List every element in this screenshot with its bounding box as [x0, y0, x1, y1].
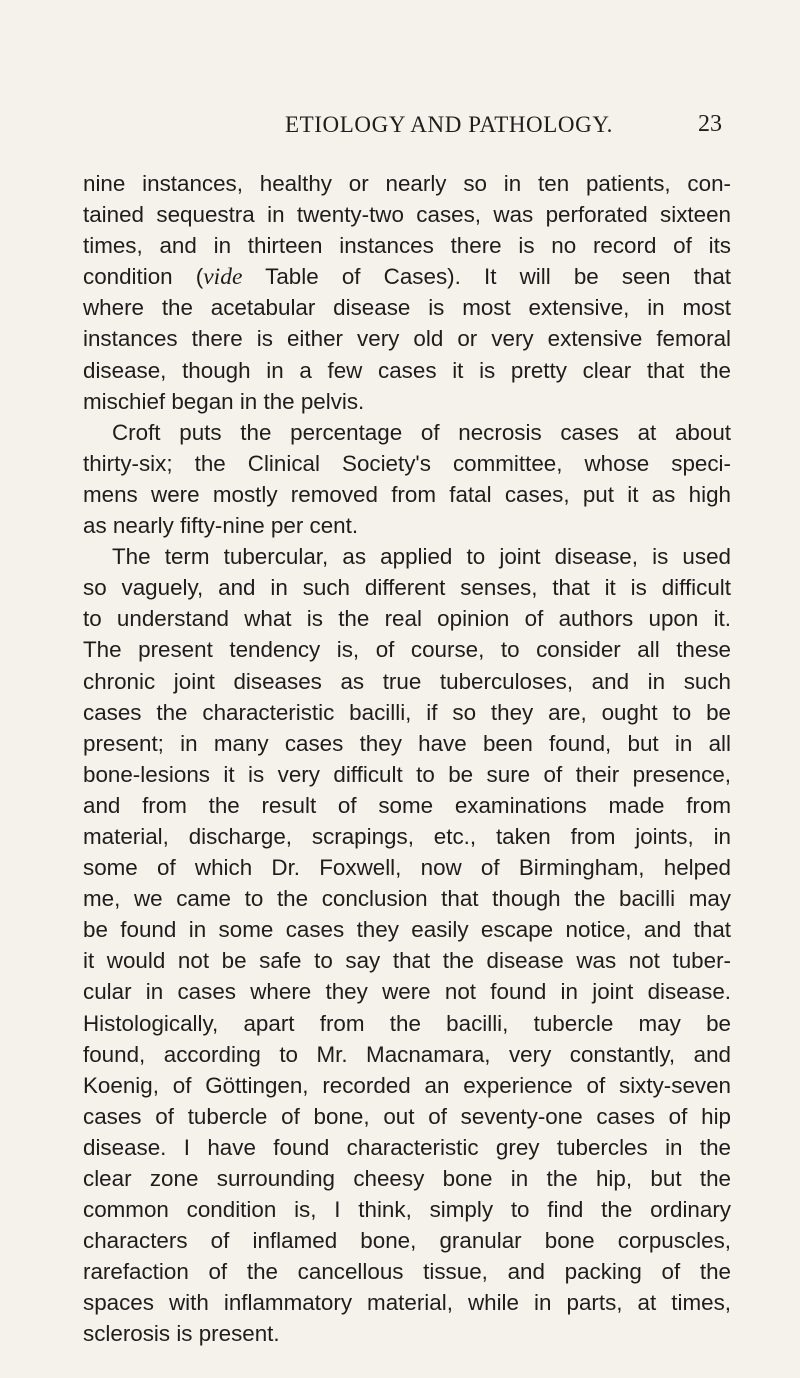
text-line: cular in cases where they were not found in joint disease. — [83, 979, 731, 1005]
text-line: characters of inflamed bone, granular bone corpuscles, — [83, 1228, 731, 1254]
text-line: disease, though in a few cases it is pretty clear that the — [83, 357, 731, 383]
text-line: it would not be safe to say that the disease was not tuber- — [83, 948, 731, 974]
text-line: disease. I have found characteristic grey tubercles in the — [83, 1134, 731, 1160]
text-line: present; in many cases they have been found, but in all — [83, 730, 731, 756]
text-line: chronic joint diseases as true tuberculoses, and in such — [83, 668, 731, 694]
text-line: where the acetabular disease is most extensive, in most — [83, 295, 731, 321]
text-line: to understand what is the real opinion of authors upon it. — [83, 606, 731, 632]
text-line: be found in some cases they easily escape notice, and that — [83, 917, 731, 943]
text-line: and from the result of some examinations made from — [83, 792, 731, 818]
paragraph-start-line: The term tubercular, as applied to joint disease, is used — [112, 544, 731, 570]
text-line: mens were mostly removed from fatal cases, put it as high — [83, 481, 731, 507]
text-segment: Table of Cases). It will be seen that — [242, 264, 731, 290]
text-line: nine instances, healthy or nearly so in ten patients, con- — [83, 171, 731, 196]
body-text — [83, 168, 731, 1350]
text-line — [83, 261, 731, 292]
text-line: rarefaction of the cancellous tissue, and packing of the — [83, 1259, 731, 1285]
text-line: The present tendency is, of course, to consider all these — [83, 637, 731, 663]
text-line: cases the characteristic bacilli, if so they are, ought to be — [83, 699, 731, 725]
text-line: instances there is either very old or very extensive femoral — [83, 326, 731, 352]
running-title: ETIOLOGY AND PATHOLOGY. — [285, 112, 613, 137]
text-line: spaces with inflammatory material, while in parts, at times, — [83, 1290, 731, 1316]
text-segment: condition ( — [83, 264, 204, 290]
text-line: some of which Dr. Foxwell, now of Birmingham, helped — [83, 855, 731, 881]
paragraph-end-line: as nearly fifty-nine per cent. — [83, 513, 359, 539]
text-line: tained sequestra in twenty-two cases, was perforated sixteen — [83, 202, 731, 228]
text-line: thirty-six; the Clinical Society's committee, whose speci- — [83, 450, 731, 476]
text-line: Histologically, apart from the bacilli, tubercle may be — [83, 1010, 731, 1036]
italic-vide: vide — [203, 264, 243, 291]
running-head — [285, 112, 725, 148]
text-line: Koenig, of Göttingen, recorded an experience of sixty-seven — [83, 1072, 731, 1098]
text-line: common condition is, I think, simply to find the ordinary — [83, 1197, 731, 1223]
text-line: me, we came to the conclusion that though the bacilli may — [83, 886, 731, 912]
text-line: clear zone surrounding cheesy bone in the hip, but the — [83, 1166, 731, 1191]
page-number: 23 — [698, 111, 722, 137]
paragraph-start-line: Croft puts the percentage of necrosis cases at about — [112, 419, 731, 445]
text-line: cases of tubercle of bone, out of seventy-one cases of hip — [83, 1103, 731, 1129]
text-line: times, and in thirteen instances there is no record of its — [83, 233, 731, 259]
text-line: found, according to Mr. Macnamara, very constantly, and — [83, 1041, 731, 1067]
paragraph-end-line: sclerosis is present. — [83, 1321, 280, 1347]
paragraph-end-line: mischief began in the pelvis. — [83, 388, 365, 414]
text-line: bone-lesions it is very difficult to be sure of their presence, — [83, 761, 731, 787]
text-line: so vaguely, and in such different senses, that it is difficult — [83, 575, 731, 601]
text-line: material, discharge, scrapings, etc., taken from joints, in — [83, 823, 731, 849]
